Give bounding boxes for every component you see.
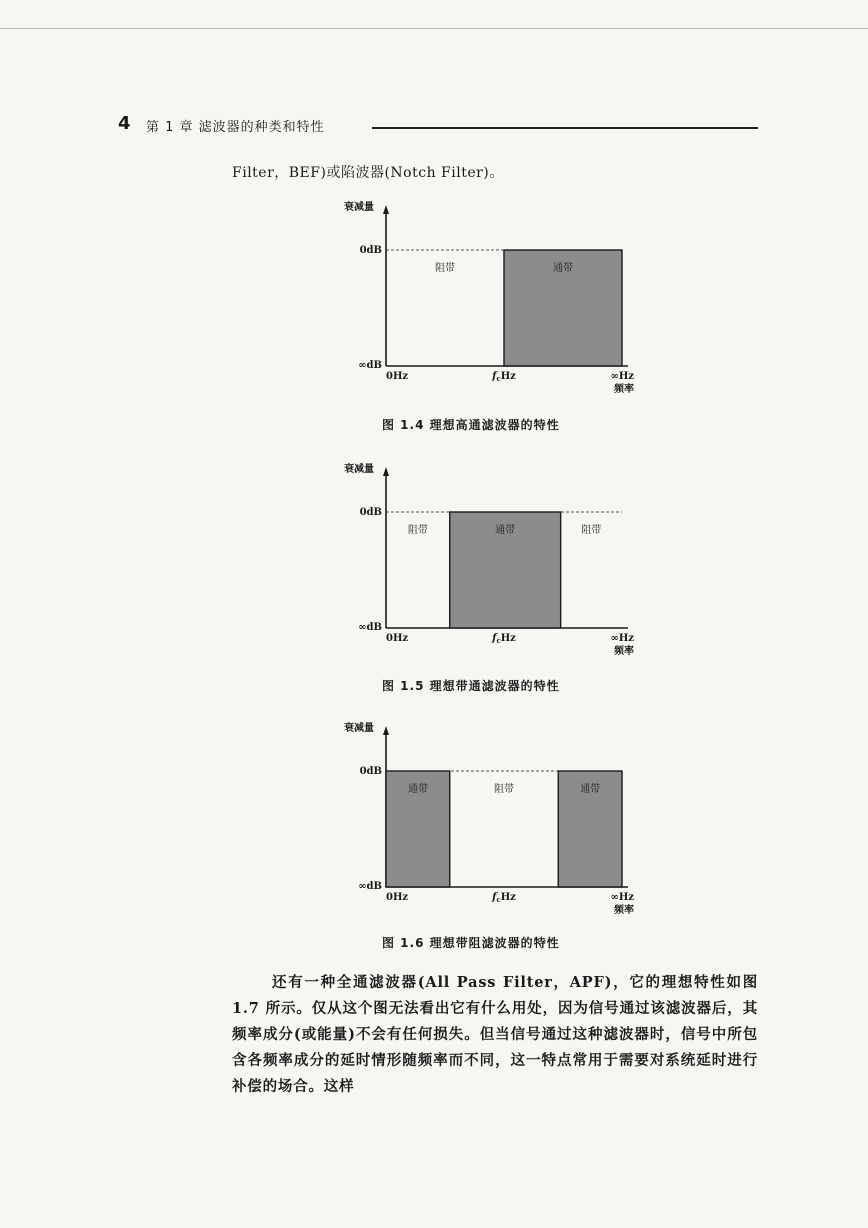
y-tick-label: 0dB bbox=[359, 507, 382, 518]
figure-1-5 bbox=[330, 458, 660, 668]
y-axis-arrow bbox=[383, 467, 389, 476]
band-label: 通带 bbox=[553, 263, 573, 274]
intro-line: Filter，BEF)或陷波器(Notch Filter)。 bbox=[232, 165, 504, 181]
y-axis-arrow bbox=[383, 205, 389, 214]
x-tick-label: 0Hz bbox=[386, 633, 409, 644]
band-label: 阻带 bbox=[435, 263, 455, 274]
x-tick-label: ∞Hz bbox=[610, 371, 634, 382]
band-label: 阻带 bbox=[581, 525, 602, 536]
band-label: 通带 bbox=[580, 784, 601, 795]
chart-1-5-svg bbox=[330, 458, 660, 668]
body-text bbox=[232, 970, 758, 1100]
page-number: 4 bbox=[118, 113, 131, 134]
y-axis-label: 衰减量 bbox=[344, 723, 374, 734]
chart-1-6-svg bbox=[330, 717, 660, 927]
body-paragraph: 还有一种全通滤波器(All Pass Filter，APF)，它的理想特性如图 1.7 所示。仅从这个图无法看出它有什么用处，因为信号通过该滤波器后，其频率成分(或能量)不会有任何损失。但当信号通过这种滤波器时，信号中所包含各频率成分的延时情形随频率而不同，这一特点常用于需要对系统延时进行补偿的场合。这样 bbox=[232, 974, 758, 1095]
x-axis-label: 频率 bbox=[614, 905, 634, 916]
x-tick-label: 0Hz bbox=[386, 371, 409, 382]
figure-1-6 bbox=[330, 717, 660, 927]
x-tick-label: 0Hz bbox=[386, 892, 409, 903]
figure-1-6-caption: 图 1.6 理想带阻滤波器的特性 bbox=[382, 936, 560, 950]
y-axis-arrow bbox=[383, 726, 389, 735]
figure-1-4 bbox=[330, 196, 660, 406]
y-axis-label: 衰减量 bbox=[344, 464, 374, 475]
chart-1-4-svg bbox=[330, 196, 660, 406]
chapter-title: 第 1 章 滤波器的种类和特性 bbox=[146, 120, 325, 135]
y-tick-label: ∞dB bbox=[358, 622, 382, 633]
x-axis-label: 频率 bbox=[614, 384, 634, 395]
header-rule bbox=[372, 127, 758, 129]
x-tick-label: ∞Hz bbox=[610, 633, 634, 644]
band-label: 阻带 bbox=[407, 525, 428, 536]
y-axis-label: 衰减量 bbox=[344, 202, 374, 213]
x-tick-label: $f_cHz$ bbox=[492, 892, 516, 904]
figure-1-5-caption: 图 1.5 理想带通滤波器的特性 bbox=[382, 679, 560, 693]
band-label: 阻带 bbox=[494, 784, 514, 795]
x-axis-label: 频率 bbox=[614, 646, 634, 657]
band-label: 通带 bbox=[407, 784, 428, 795]
y-tick-label: ∞dB bbox=[358, 360, 382, 371]
y-tick-label: 0dB bbox=[359, 245, 382, 256]
x-tick-label: ∞Hz bbox=[610, 892, 634, 903]
x-tick-label: $f_cHz$ bbox=[492, 371, 516, 383]
figure-1-4-caption: 图 1.4 理想高通滤波器的特性 bbox=[382, 418, 560, 432]
y-tick-label: 0dB bbox=[359, 766, 382, 777]
y-tick-label: ∞dB bbox=[358, 881, 382, 892]
top-scan-edge bbox=[0, 28, 868, 29]
x-tick-label: $f_cHz$ bbox=[492, 633, 516, 645]
band-label: 通带 bbox=[495, 525, 516, 536]
